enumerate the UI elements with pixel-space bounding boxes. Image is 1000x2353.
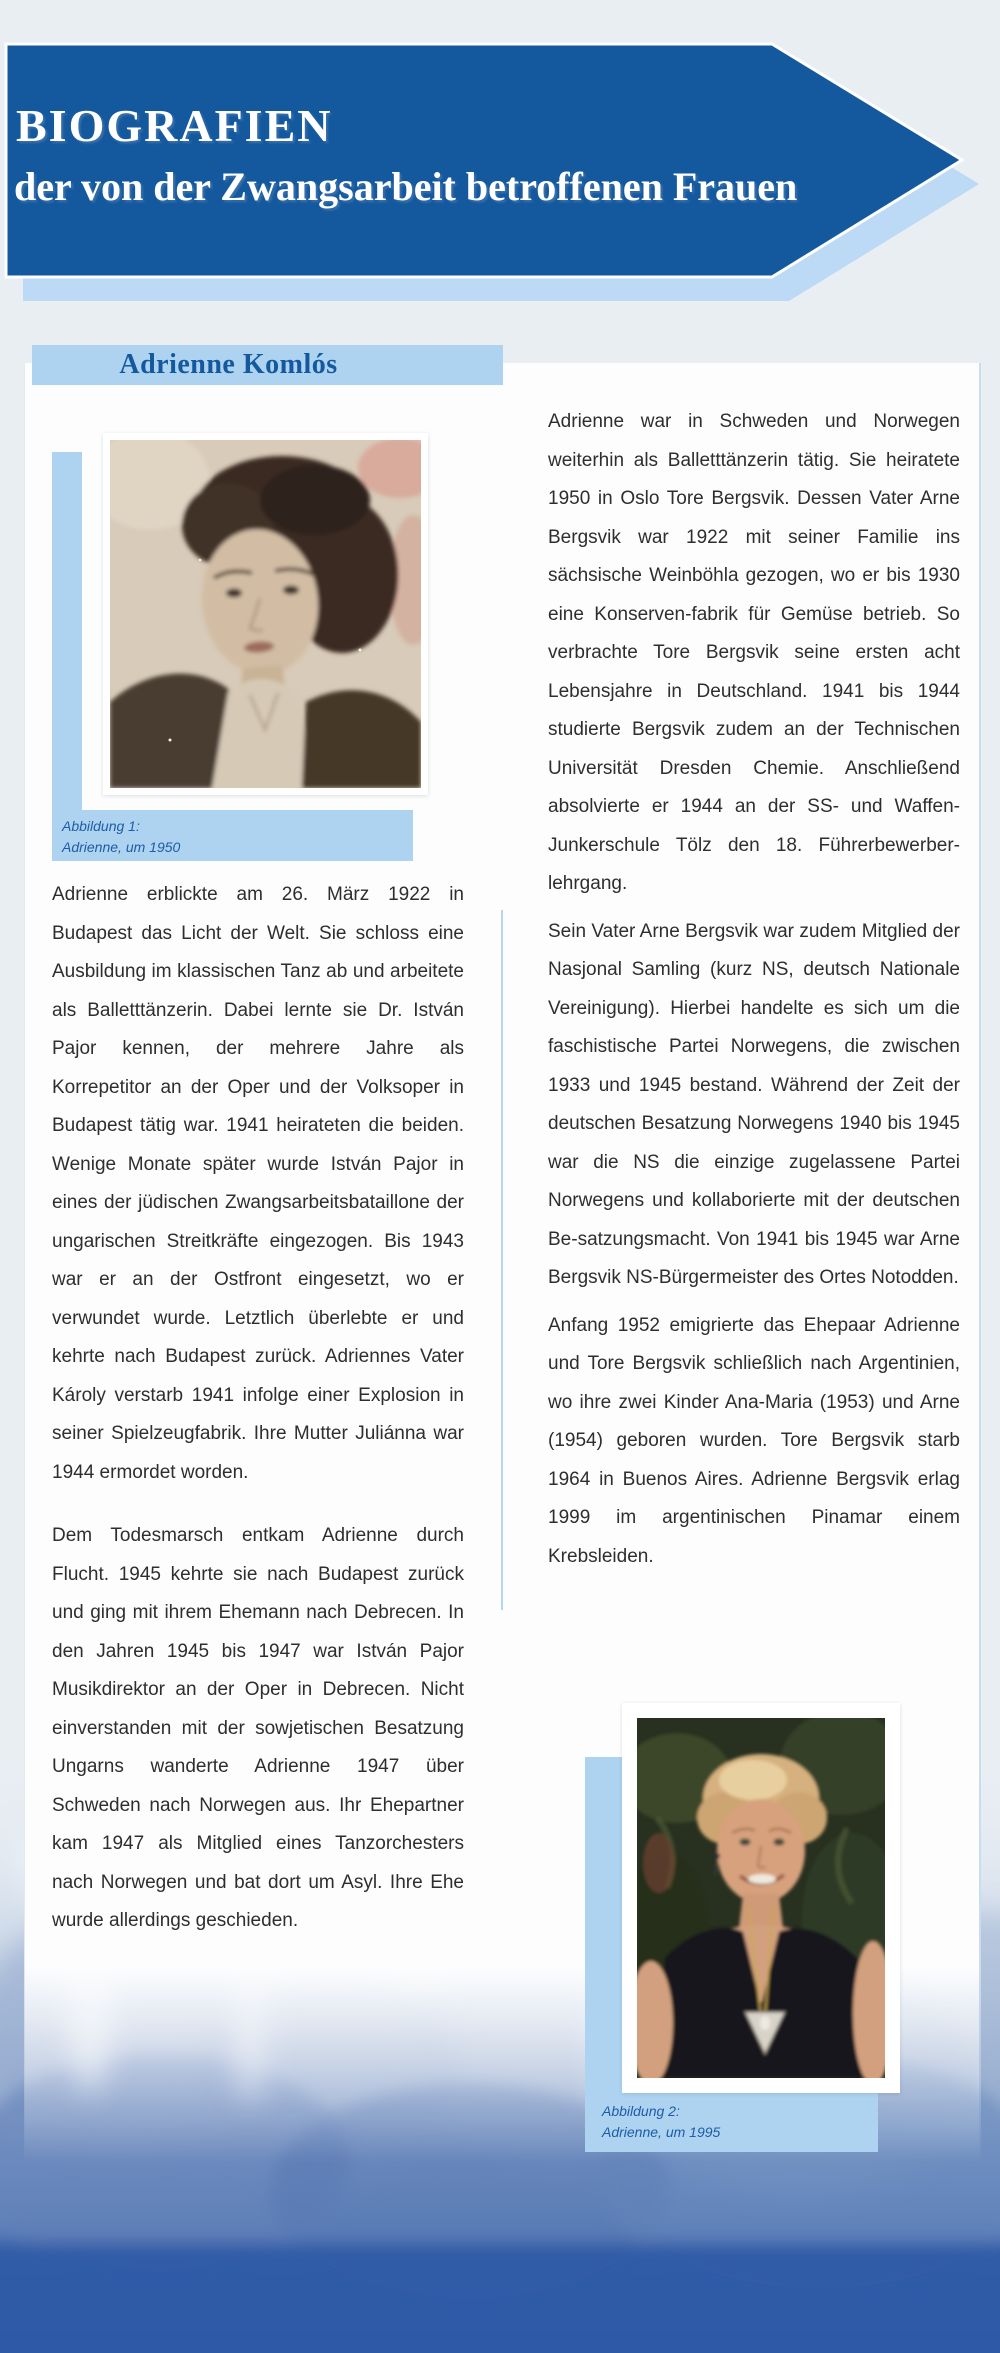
- body-paragraph: Adrienne war in Schweden und Norwegen weiterhin als Balletttänzerin tätig. Sie heiratete 1950 in Oslo Tore Bergsvik. Dessen Vater Arne Bergsvik war 1922 mit seiner Familie ins sächsische Weinböhla gezogen, wo er bis 1930 eine Konserven-fabrik für Gemüse betrieb. So verbrachte Tore Bergsvik seine ersten acht Lebensjahre in Deutschland. 1941 bis 1944 studierte Bergsvik zudem an der Technischen Universität Dresden Chemie. Anschließend absolvierte er 1944 an der SS- und Waffen-Junkerschule Tölz den 18. Führerbewerber-lehrgang.: [548, 411, 960, 894]
- figure1-caption-line2: Adrienne, um 1950: [62, 839, 181, 855]
- figure2-photo: [637, 1718, 885, 2078]
- section-title-band: [32, 345, 503, 385]
- column-divider-line: [501, 910, 503, 1610]
- page-title: BIOGRAFIEN: [16, 100, 333, 151]
- figure2-caption-line2: Adrienne, um 1995: [602, 2124, 721, 2140]
- figure2-caption: [602, 2101, 867, 2143]
- body-paragraph: Dem Todesmarsch entkam Adrienne durch Flucht. 1945 kehrte sie nach Budapest zurück und ging mit ihrem Ehemann nach Debrecen. In den Jahren 1945 bis 1947 war István Pajor Musikdirektor an der Oper in Debrecen. Nicht einverstanden mit der sowjetischen Besatzung Ungarns wanderte Adrienne 1947 über Schweden nach Norwegen aus. Ihr Ehepartner kam 1947 als Mitglied eines Tanzorchesters nach Norwegen und bat dort um Asyl. Ihre Ehe wurde allerdings geschieden.: [52, 1525, 464, 1931]
- body-paragraph: Anfang 1952 emigrierte das Ehepaar Adrienne und Tore Bergsvik schließlich nach Argentinien, wo ihre zwei Kinder Ana-Maria (1953) und Arne (1954) geboren wurden. Tore Bergsvik starb 1964 in Buenos Aires. Adrienne Bergsvik erlag 1999 im argentinischen Pinamar einem Krebsleiden.: [548, 1314, 960, 1567]
- banner-arrow: [6, 44, 962, 277]
- figure2-caption-line1: Abbildung 2:: [602, 2103, 680, 2119]
- figure2-photo-frame: [622, 1703, 900, 2093]
- body-paragraph: Adrienne erblickte am 26. März 1922 in Budapest das Licht der Welt. Sie schloss eine Ausbildung im klassischen Tanz ab und arbeitete als Balletttänzerin. Dabei lernte sie Dr. István Pajor kennen, der mehrere Jahre als Korrepetitor an der Oper und der Volksoper in Budapest tätig war. 1941 heirateten die beiden. Wenige Monate später wurde István Pajor in eines der jüdischen Zwangsarbeitsbataillone der ungarischen Streitkräfte eingezogen. Bis 1943 war er an der Ostfront eingesetzt, wo er verwundet wurde. Letztlich überlebte er und kehrte nach Budapest zurück. Adriennes Vater Károly verstarb 1941 infolge einer Explosion in seiner Spielzeugfabrik. Ihre Mutter Juliánna war 1944 ermordet worden.: [52, 884, 464, 1483]
- figure1-photo-frame: [103, 433, 428, 795]
- left-column: [52, 876, 464, 1966]
- figure1-accent-strip: [52, 452, 82, 812]
- body-paragraph: Sein Vater Arne Bergsvik war zudem Mitglied der Nasjonal Samling (kurz NS, deutsch Nationale Vereinigung). Hierbei handelte es sich um die faschistische Partei Norwegens, die zwischen 1933 und 1945 bestand. Während der Zeit der deutschen Besatzung Norwegens 1940 bis 1945 war die NS die einzige zugelassene Partei Norwegens und kollaborierte mit der deutschen Be-satzungsmacht. Von 1941 bis 1945 war Arne Bergsvik NS-Bürgermeister des Ortes Notodden.: [548, 920, 960, 1288]
- figure1-photo: [110, 440, 421, 788]
- right-column: [548, 403, 960, 1585]
- header-banner: [0, 0, 1000, 330]
- page-subtitle: der von der Zwangsarbeit betroffenen Frauen: [14, 164, 798, 209]
- figure1-caption: [62, 816, 392, 858]
- figure1-caption-line1: Abbildung 1:: [62, 818, 140, 834]
- section-title: Adrienne Komlós: [119, 349, 338, 380]
